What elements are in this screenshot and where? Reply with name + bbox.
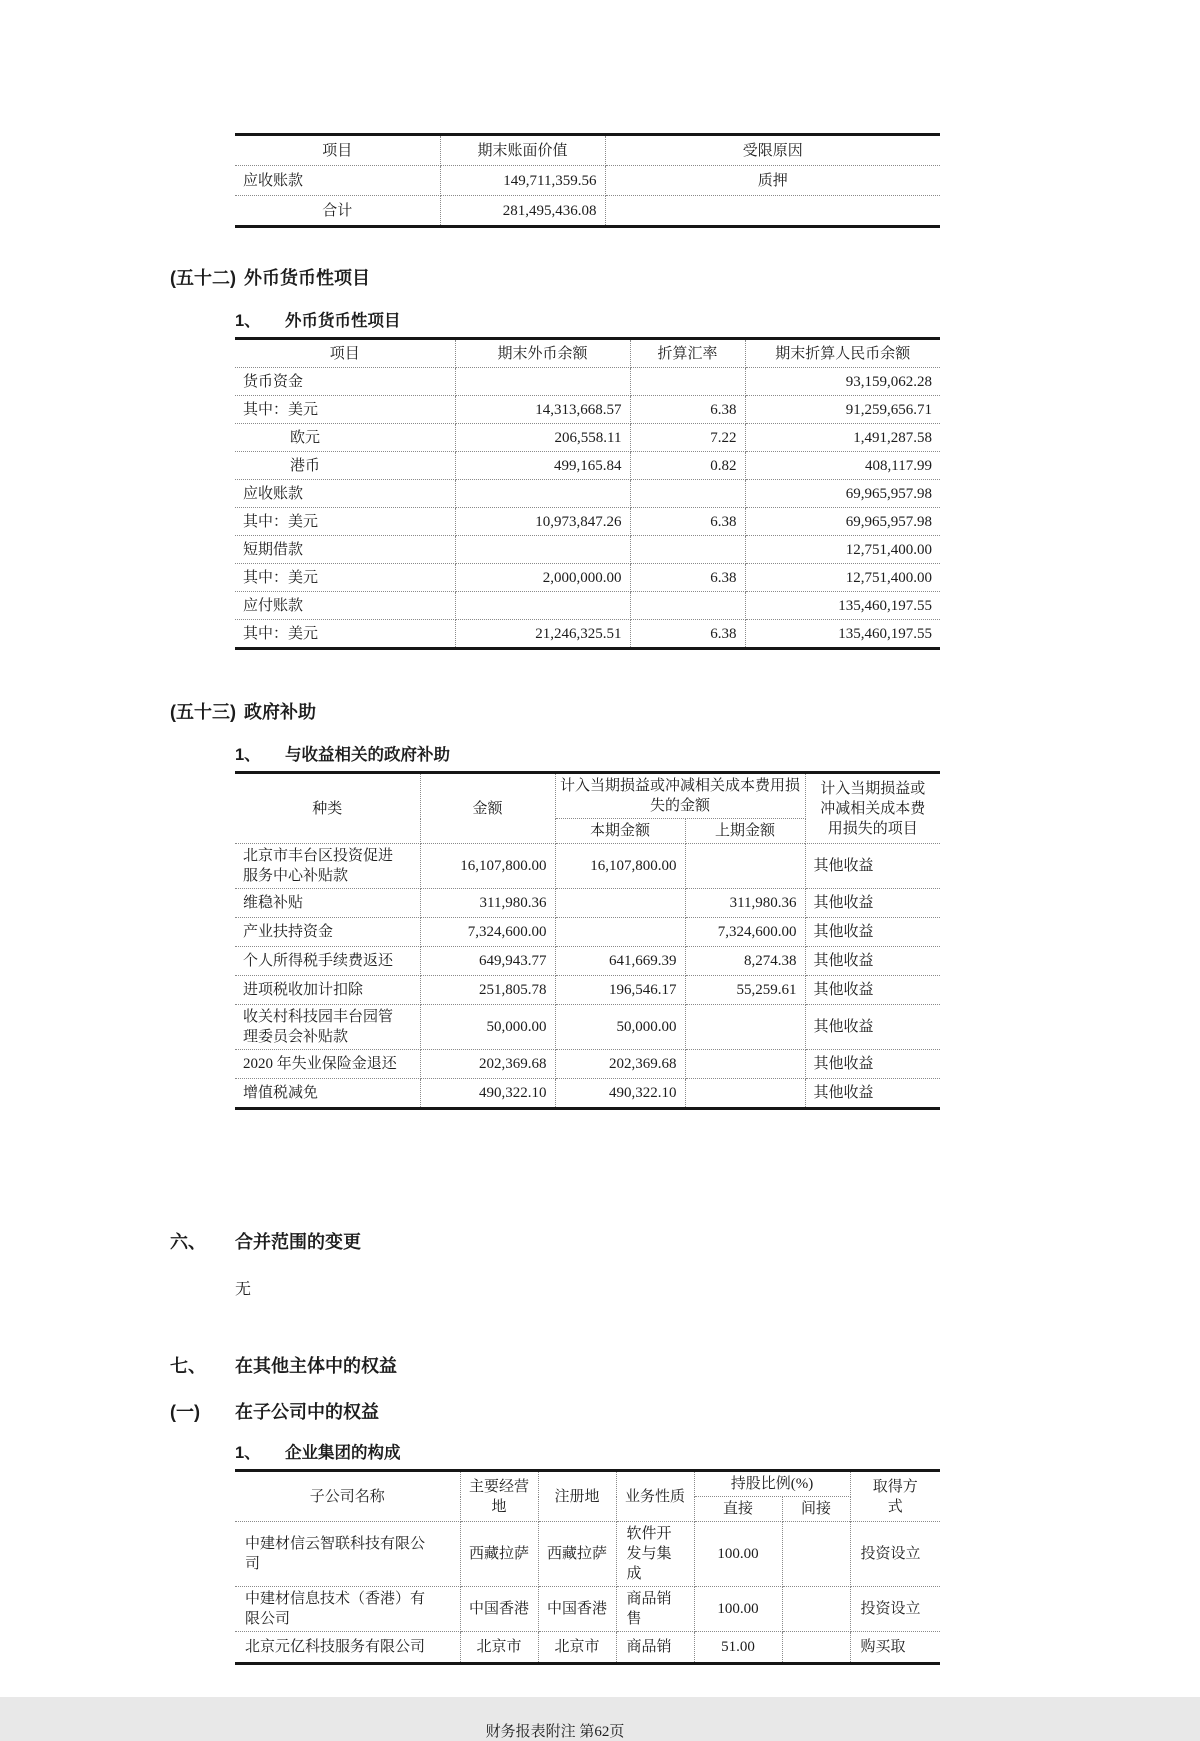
table-cell: 649,943.77 [420, 947, 555, 976]
table-cell: 7.22 [630, 424, 745, 452]
table-row [235, 1079, 940, 1109]
table-cell: 135,460,197.55 [745, 620, 940, 649]
table-cell: 1,491,287.58 [745, 424, 940, 452]
table-row [235, 976, 940, 1005]
table-cell: 港币 [235, 452, 455, 480]
table-row [235, 508, 940, 536]
table-cell: 收关村科技园丰台园管理委员会补贴款 [235, 1005, 420, 1050]
subsection-heading-52-1 [235, 310, 940, 332]
table-cell: 其中：美元 [235, 508, 455, 536]
table-cell: 增值税减免 [235, 1079, 420, 1109]
table-cell [685, 1005, 805, 1050]
section-number: 七、 [170, 1356, 206, 1376]
table-header-row [235, 773, 940, 819]
table-cell: 499,165.84 [455, 452, 630, 480]
header-prior-period: 上期金额 [685, 819, 805, 844]
subsection-title: 在子公司中的权益 [235, 1402, 379, 1422]
table-row [235, 564, 940, 592]
table-cell [685, 1079, 805, 1109]
subsection-number: 1、 [235, 312, 261, 330]
header-restriction-reason: 受限原因 [605, 135, 940, 166]
table-cell [455, 536, 630, 564]
table-cell: 应收账款 [235, 480, 455, 508]
table-cell: 50,000.00 [555, 1005, 685, 1050]
table-cell [555, 889, 685, 918]
header-indirect: 间接 [782, 1497, 850, 1522]
government-grants-table [235, 771, 940, 1110]
table-cell: 应收账款 [235, 166, 440, 196]
table-row [235, 592, 940, 620]
table-cell: 311,980.36 [685, 889, 805, 918]
table-cell [782, 1522, 850, 1587]
header-current-period: 本期金额 [555, 819, 685, 844]
table-cell: 其中：美元 [235, 620, 455, 649]
table-cell: 7,324,600.00 [685, 918, 805, 947]
table-cell: 质押 [605, 166, 940, 196]
table-cell [630, 480, 745, 508]
table-cell: 合计 [235, 196, 440, 227]
table-cell: 其中：美元 [235, 396, 455, 424]
table-cell: 中建材信息技术（香港）有限公司 [235, 1587, 460, 1632]
table-cell: 202,369.68 [420, 1050, 555, 1079]
table-cell: 6.38 [630, 508, 745, 536]
subsection-heading-53-1 [235, 744, 940, 766]
table-cell: 641,669.39 [555, 947, 685, 976]
header-main-place: 主要经营地 [460, 1471, 538, 1522]
table-cell: 281,495,436.08 [440, 196, 605, 227]
table-row [235, 947, 940, 976]
header-direct: 直接 [694, 1497, 782, 1522]
table-cell: 其他收益 [805, 1050, 940, 1079]
table-row [235, 620, 940, 649]
table-cell: 91,259,656.71 [745, 396, 940, 424]
section-heading-6 [170, 1230, 940, 1254]
header-shareholding-ratio: 持股比例(%) [694, 1471, 850, 1497]
table-cell: 购买取 [850, 1632, 940, 1664]
table-cell: 商品销 [616, 1632, 694, 1664]
table-cell: 6.38 [630, 396, 745, 424]
page-content [170, 0, 940, 1741]
table-cell [455, 368, 630, 396]
header-exchange-rate: 折算汇率 [630, 339, 745, 368]
section-number: (五十二) [170, 268, 236, 288]
table-cell: 中建材信云智联科技有限公司 [235, 1522, 460, 1587]
table-cell: 16,107,800.00 [420, 844, 555, 889]
table-cell [605, 196, 940, 227]
table-cell: 2,000,000.00 [455, 564, 630, 592]
table-cell: 251,805.78 [420, 976, 555, 1005]
header-ending-book-value: 期末账面价值 [440, 135, 605, 166]
header-subsidiary-name: 子公司名称 [235, 1471, 460, 1522]
table-cell [782, 1587, 850, 1632]
section-number: (五十三) [170, 702, 236, 722]
table-cell: 490,322.10 [420, 1079, 555, 1109]
table-cell: 其中：美元 [235, 564, 455, 592]
table-row [235, 424, 940, 452]
table-cell: 196,546.17 [555, 976, 685, 1005]
table-cell: 206,558.11 [455, 424, 630, 452]
page-footer: 财务报表附注 第62页 [485, 1724, 625, 1740]
table-row [235, 1587, 940, 1632]
subsection-number: 1、 [235, 746, 261, 764]
table-row [235, 480, 940, 508]
table-row [235, 166, 940, 196]
table-cell: 100.00 [694, 1522, 782, 1587]
subsection-title: 企业集团的构成 [285, 1444, 401, 1462]
table-cell: 个人所得税手续费返还 [235, 947, 420, 976]
table-cell [455, 480, 630, 508]
table-cell [555, 918, 685, 947]
table-cell: 16,107,800.00 [555, 844, 685, 889]
subsection-heading-7-1-1 [235, 1442, 940, 1464]
table-cell: 21,246,325.51 [455, 620, 630, 649]
table-cell: 欧元 [235, 424, 455, 452]
table-cell: 短期借款 [235, 536, 455, 564]
header-rmb-balance: 期末折算人民币余额 [745, 339, 940, 368]
subsection-number: (一) [170, 1402, 200, 1422]
table-cell: 其他收益 [805, 889, 940, 918]
table-cell: 12,751,400.00 [745, 536, 940, 564]
table-cell: 软件开发与集成 [616, 1522, 694, 1587]
table-cell: 北京市丰台区投资促进服务中心补贴款 [235, 844, 420, 889]
table-cell: 311,980.36 [420, 889, 555, 918]
table-cell: 0.82 [630, 452, 745, 480]
table-cell [685, 1050, 805, 1079]
table-cell: 7,324,600.00 [420, 918, 555, 947]
table-row [235, 368, 940, 396]
subsection-title: 与收益相关的政府补助 [285, 746, 450, 764]
table-cell: 投资设立 [850, 1522, 940, 1587]
table-cell: 产业扶持资金 [235, 918, 420, 947]
table-header-row [235, 135, 940, 166]
table-cell: 其他收益 [805, 844, 940, 889]
header-item: 项目 [235, 135, 440, 166]
table-cell: 490,322.10 [555, 1079, 685, 1109]
table-header-row [235, 1471, 940, 1497]
section-heading-53 [170, 700, 940, 724]
table-cell: 8,274.38 [685, 947, 805, 976]
subsection-number: 1、 [235, 1444, 261, 1462]
table-row [235, 1005, 940, 1050]
table-cell: 中国香港 [538, 1587, 616, 1632]
table-row [235, 844, 940, 889]
table-row [235, 396, 940, 424]
header-item: 项目 [235, 339, 455, 368]
table-cell: 商品销售 [616, 1587, 694, 1632]
restricted-assets-table [235, 133, 940, 228]
table-cell [630, 536, 745, 564]
header-kind: 种类 [235, 773, 420, 844]
table-cell [630, 592, 745, 620]
table-cell: 北京市 [538, 1632, 616, 1664]
table-cell: 6.38 [630, 564, 745, 592]
table-cell: 69,965,957.98 [745, 480, 940, 508]
table-cell: 其他收益 [805, 1005, 940, 1050]
section-title: 在其他主体中的权益 [235, 1356, 397, 1376]
table-cell: 其他收益 [805, 947, 940, 976]
table-row [235, 452, 940, 480]
table-cell: 50,000.00 [420, 1005, 555, 1050]
table-cell: 其他收益 [805, 976, 940, 1005]
table-cell: 其他收益 [805, 918, 940, 947]
table-cell: 西藏拉萨 [460, 1522, 538, 1587]
table-cell: 149,711,359.56 [440, 166, 605, 196]
table-cell [630, 368, 745, 396]
table-row [235, 536, 940, 564]
table-cell: 14,313,668.57 [455, 396, 630, 424]
header-business-nature: 业务性质 [616, 1471, 694, 1522]
table-cell: 100.00 [694, 1587, 782, 1632]
header-recognized-item: 计入当期损益或冲减相关成本费用损失的项目 [805, 773, 940, 844]
table-cell: 2020 年失业保险金退还 [235, 1050, 420, 1079]
table-cell: 西藏拉萨 [538, 1522, 616, 1587]
table-cell: 55,259.61 [685, 976, 805, 1005]
header-amount: 金额 [420, 773, 555, 844]
header-acquisition-method: 取得方式 [850, 1471, 940, 1522]
table-row [235, 889, 940, 918]
section-title: 外币货币性项目 [244, 268, 370, 288]
section-heading-7 [170, 1354, 940, 1378]
table-cell: 69,965,957.98 [745, 508, 940, 536]
table-cell: 93,159,062.28 [745, 368, 940, 396]
table-cell: 北京元亿科技服务有限公司 [235, 1632, 460, 1664]
subsection-title: 外币货币性项目 [285, 312, 401, 330]
table-cell: 202,369.68 [555, 1050, 685, 1079]
subsidiaries-table [235, 1469, 940, 1665]
table-cell: 应付账款 [235, 592, 455, 620]
table-cell: 进项税收加计扣除 [235, 976, 420, 1005]
table-cell: 投资设立 [850, 1587, 940, 1632]
table-cell: 维稳补贴 [235, 889, 420, 918]
table-cell: 中国香港 [460, 1587, 538, 1632]
table-cell: 货币资金 [235, 368, 455, 396]
table-row [235, 1632, 940, 1664]
table-row [235, 1522, 940, 1587]
table-cell: 135,460,197.55 [745, 592, 940, 620]
header-recognized-amount-group: 计入当期损益或冲减相关成本费用损失的金额 [555, 773, 805, 819]
section-number: 六、 [170, 1232, 206, 1252]
table-cell: 北京市 [460, 1632, 538, 1664]
table-cell: 408,117.99 [745, 452, 940, 480]
table-cell [455, 592, 630, 620]
section-heading-52 [170, 266, 940, 290]
subsection-heading-7-1 [170, 1400, 940, 1424]
foreign-currency-table [235, 337, 940, 650]
section-title: 政府补助 [244, 702, 316, 722]
table-row [235, 196, 940, 227]
table-cell: 51.00 [694, 1632, 782, 1664]
table-cell: 其他收益 [805, 1079, 940, 1109]
section-title: 合并范围的变更 [235, 1232, 361, 1252]
table-cell: 6.38 [630, 620, 745, 649]
section-6-body: 无 [235, 1281, 252, 1298]
table-cell: 12,751,400.00 [745, 564, 940, 592]
table-row [235, 1050, 940, 1079]
table-row [235, 918, 940, 947]
table-cell: 10,973,847.26 [455, 508, 630, 536]
header-fcy-balance: 期末外币余额 [455, 339, 630, 368]
table-cell [782, 1632, 850, 1664]
header-registered-place: 注册地 [538, 1471, 616, 1522]
table-header-row [235, 339, 940, 368]
table-cell [685, 844, 805, 889]
